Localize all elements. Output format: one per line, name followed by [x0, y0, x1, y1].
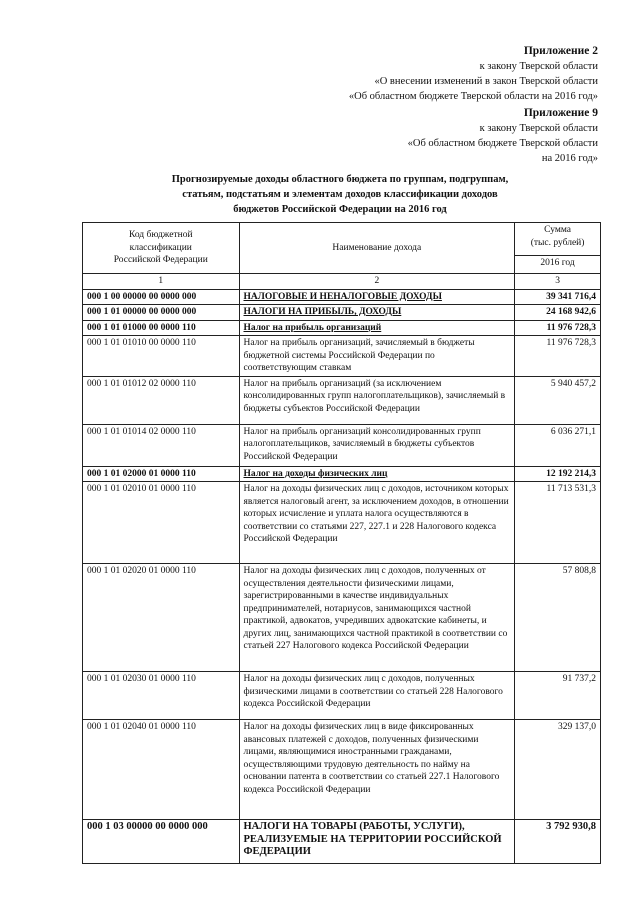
row-sum: 11 976 728,3 [515, 320, 601, 336]
row-sum: 6 036 271,1 [515, 424, 601, 466]
row-name: Налог на доходы физических лиц [239, 466, 515, 482]
row-code: 000 1 01 02040 01 0000 110 [83, 720, 240, 820]
row-name: Налог на прибыль организаций [239, 320, 515, 336]
appendix-9-line: «Об областном бюджете Тверской области [407, 138, 598, 149]
code-header-line: Российской Федерации [113, 255, 208, 266]
row-sum: 91 737,2 [515, 672, 601, 720]
appendix-9-title: Приложение 9 [523, 107, 598, 119]
column-number: 3 [515, 274, 601, 290]
table-row [83, 320, 601, 336]
sum-header-line: (тыс. рублей) [530, 237, 585, 248]
name-column-header: Наименование дохода [239, 223, 515, 274]
row-code: 000 1 03 00000 00 0000 000 [83, 820, 240, 864]
appendix-2-header [349, 44, 598, 104]
appendix-9-header [408, 106, 598, 166]
row-name: Налог на доходы физических лиц с доходов, источником которых является налоговый агент, за исключением доходов, в отношении которых исчисление и уплата налога осуществляются в соответствии со статьями 227, 227.1 и 228 Налогового кодекса Российской Федерации [239, 482, 515, 564]
document-title-line: бюджетов Российской Федерации на 2016 год [233, 204, 447, 215]
code-header-line: классификации [129, 242, 192, 253]
row-name: Налог на прибыль организаций, зачисляемый в бюджеты бюджетной системы Российской Федерации по соответствующим ставкам [239, 336, 515, 377]
row-sum: 11 976 728,3 [515, 336, 601, 377]
row-sum: 5 940 457,2 [515, 376, 601, 424]
appendix-2-line: «Об областном бюджете Тверской области на 2016 год» [348, 91, 598, 102]
code-header-line: Код бюджетной [128, 230, 193, 241]
document-title [120, 172, 560, 217]
column-number-row [83, 274, 601, 290]
revenue-table [82, 222, 601, 864]
table-row [83, 336, 601, 377]
row-code: 000 1 01 02030 01 0000 110 [83, 672, 240, 720]
table-row [83, 820, 601, 864]
code-column-header [83, 223, 240, 274]
appendix-9-line: к закону Тверской области [479, 123, 598, 134]
appendix-2-line: «О внесении изменений в закон Тверской области [374, 76, 598, 87]
appendix-2-line: к закону Тверской области [479, 61, 598, 72]
column-number: 2 [239, 274, 515, 290]
row-code: 000 1 01 01014 02 0000 110 [83, 424, 240, 466]
row-sum: 3 792 930,8 [515, 820, 601, 864]
table-row [83, 289, 601, 305]
row-name: Налог на прибыль организаций (за исключением консолидированных групп налогоплательщиков), зачисляемый в бюджеты субъектов Российской Федерации [239, 376, 515, 424]
row-code: 000 1 01 02010 01 0000 110 [83, 482, 240, 564]
table-row [83, 466, 601, 482]
row-code: 000 1 01 00000 00 0000 000 [83, 305, 240, 321]
row-name: НАЛОГОВЫЕ И НЕНАЛОГОВЫЕ ДОХОДЫ [239, 289, 515, 305]
table-row [83, 672, 601, 720]
row-code: 000 1 01 01012 02 0000 110 [83, 376, 240, 424]
row-code: 000 1 01 01010 00 0000 110 [83, 336, 240, 377]
table-row [83, 424, 601, 466]
row-sum: 12 192 214,3 [515, 466, 601, 482]
row-sum: 329 137,0 [515, 720, 601, 820]
table-row [83, 564, 601, 672]
table-header-row [83, 223, 601, 256]
sum-column-header [515, 223, 601, 256]
row-sum: 11 713 531,3 [515, 482, 601, 564]
year-column-header: 2016 год [515, 255, 601, 273]
row-name: Налог на прибыль организаций консолидированных групп налогоплательщиков, зачисляемый в бюджеты субъектов Российской Федерации [239, 424, 515, 466]
row-sum: 24 168 942,6 [515, 305, 601, 321]
row-code: 000 1 01 02000 01 0000 110 [83, 466, 240, 482]
row-name: НАЛОГИ НА ТОВАРЫ (РАБОТЫ, УСЛУГИ), РЕАЛИЗУЕМЫЕ НА ТЕРРИТОРИИ РОССИЙСКОЙ ФЕДЕРАЦИИ [239, 820, 515, 864]
row-sum: 39 341 716,4 [515, 289, 601, 305]
table-row [83, 376, 601, 424]
table-row [83, 305, 601, 321]
appendix-9-line: на 2016 год» [541, 153, 598, 164]
document-title-line: Прогнозируемые доходы областного бюджета по группам, подгруппам, [171, 174, 509, 185]
table-row [83, 482, 601, 564]
row-name: Налог на доходы физических лиц в виде фиксированных авансовых платежей с доходов, полученных физическими лицами, являющимися иностранными гражданами, осуществляющими трудовую деятельность по найму на основании патента в соответствии со статьей 227.1 Налогового кодекса Российской Федерации [239, 720, 515, 820]
sum-header-line: Сумма [544, 225, 572, 235]
row-name: Налог на доходы физических лиц с доходов, полученных от осуществления деятельности физическими лицами, зарегистрированными в качестве индивидуальных предпринимателей, нотариусов, занимающихся частной практикой, адвокатов, учредивших адвокатские кабинеты, и других лиц, занимающихся частной практикой в соответствии со статьей 227 Налогового кодекса Российской Федерации [239, 564, 515, 672]
document-title-line: статьям, подстатьям и элементам доходов классификации доходов [182, 189, 498, 200]
row-code: 000 1 01 01000 00 0000 110 [83, 320, 240, 336]
row-code: 000 1 01 02020 01 0000 110 [83, 564, 240, 672]
row-sum: 57 808,8 [515, 564, 601, 672]
row-name: Налог на доходы физических лиц с доходов, полученных физическими лицами в соответствии со статьей 228 Налогового кодекса Российской Федерации [239, 672, 515, 720]
appendix-2-title: Приложение 2 [523, 45, 598, 57]
table-row [83, 720, 601, 820]
column-number: 1 [83, 274, 240, 290]
row-name: НАЛОГИ НА ПРИБЫЛЬ, ДОХОДЫ [239, 305, 515, 321]
row-code: 000 1 00 00000 00 0000 000 [83, 289, 240, 305]
